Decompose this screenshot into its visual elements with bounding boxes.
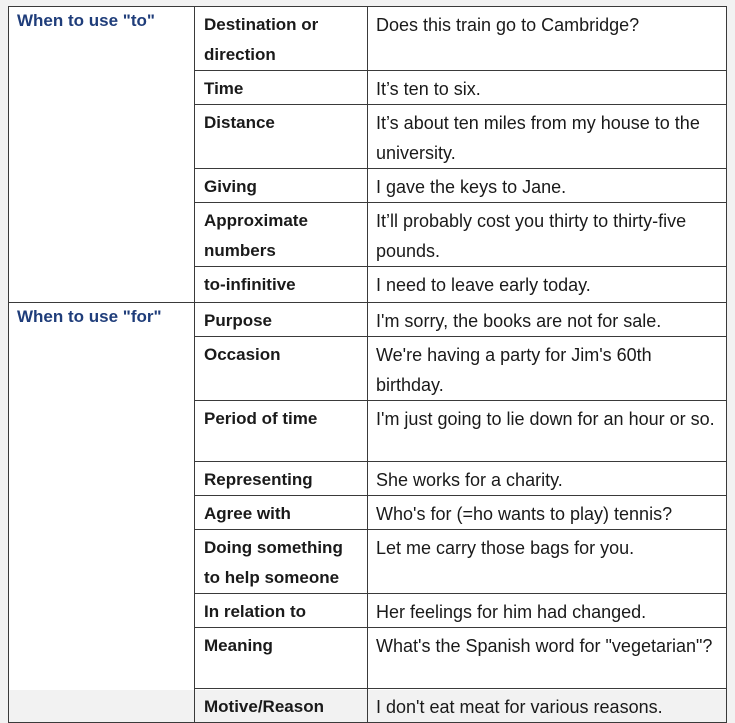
group-label-to: When to use "to" [9,7,195,303]
usage-cell: Motive/Reason [195,689,368,723]
usage-cell: Purpose [195,303,368,337]
example-cell: I gave the keys to Jane. [368,169,727,203]
example-cell: What's the Spanish word for "vegetarian"? [368,628,727,689]
table-row [9,7,727,71]
example-cell: We're having a party for Jim's 60th birthday. [368,337,727,401]
usage-table [8,6,727,723]
usage-cell: Representing [195,462,368,496]
usage-cell: Approximate numbers [195,203,368,267]
table-row [9,303,727,337]
usage-cell: Agree with [195,496,368,530]
example-cell: She works for a charity. [368,462,727,496]
usage-cell: Period of time [195,401,368,462]
usage-cell: Distance [195,105,368,169]
usage-cell: Giving [195,169,368,203]
example-cell: Her feelings for him had changed. [368,594,727,628]
example-cell: I don't eat meat for various reasons. [368,689,727,723]
example-cell: It’s about ten miles from my house to the university. [368,105,727,169]
group-label-for: When to use "for" [9,303,195,723]
usage-table-sheet [8,6,726,717]
usage-cell: Occasion [195,337,368,401]
example-cell: It’s ten to six. [368,71,727,105]
usage-cell: In relation to [195,594,368,628]
example-cell: I'm sorry, the books are not for sale. [368,303,727,337]
example-cell: Who's for (=ho wants to play) tennis? [368,496,727,530]
example-cell: Let me carry those bags for you. [368,530,727,594]
example-cell: It’ll probably cost you thirty to thirty-five pounds. [368,203,727,267]
example-cell: I'm just going to lie down for an hour or so. [368,401,727,462]
usage-cell: Meaning [195,628,368,689]
usage-cell: to-infinitive [195,267,368,303]
usage-cell: Time [195,71,368,105]
usage-cell: Destination or direction [195,7,368,71]
example-cell: Does this train go to Cambridge? [368,7,727,71]
usage-cell: Doing something to help someone [195,530,368,594]
example-cell: I need to leave early today. [368,267,727,303]
